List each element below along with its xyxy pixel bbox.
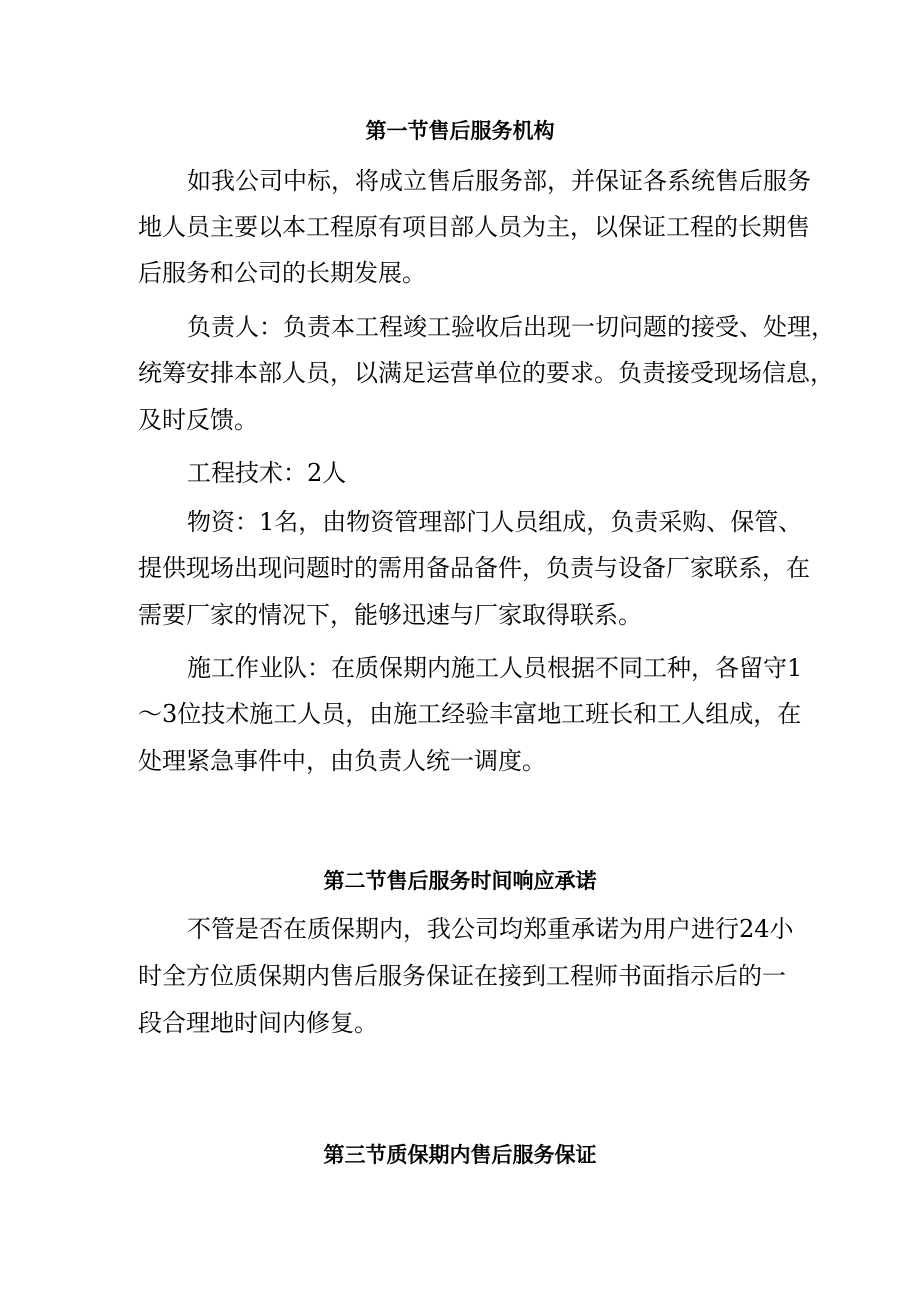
section-1-para-2-line-3: 及时反馈。 [138, 406, 258, 434]
section-1-para-3-line-1: 工程技术：2人 [187, 459, 347, 487]
section-1-para-4-line-1: 物资：1名，由物资管理部门人员组成，负责采购、保管、 [187, 508, 803, 536]
section-1-para-4-line-2: 提供现场出现问题时的需用备品备件，负责与设备厂家联系，在 [138, 554, 810, 582]
section-1-para-2-line-2: 统筹安排本部人员，以满足运营单位的要求。负责接受现场信息， [138, 359, 834, 387]
section-1-para-1-line-2: 地人员主要以本工程原有项目部人员为主，以保证工程的长期售 [138, 213, 810, 241]
section-1-para-2-line-1: 负责人：负责本工程竣工验收后出现一切问题的接受、处理， [187, 313, 835, 341]
section-2-para-1-line-2: 时全方位质保期内售后服务保证在接到工程师书面指示后的一 [138, 962, 786, 990]
section-1-title: 第一节售后服务机构 [365, 119, 555, 143]
section-1-para-1-line-3: 后服务和公司的长期发展。 [138, 259, 426, 287]
section-1-para-1-line-1: 如我公司中标，将成立售后服务部，并保证各系统售后服务 [187, 167, 811, 195]
section-1-para-5-line-3: 处理紧急事件中，由负责人统一调度。 [138, 747, 546, 775]
section-2-para-1-line-3: 段合理地时间内修复。 [138, 1009, 378, 1037]
section-1-para-5-line-1: 施工作业队：在质保期内施工人员根据不同工种，各留守1 [187, 654, 803, 682]
section-2-para-1-line-1: 不管是否在质保期内，我公司均郑重承诺为用户进行24小 [187, 915, 794, 943]
section-1-para-4-line-3: 需要厂家的情况下，能够迅速与厂家取得联系。 [138, 601, 642, 629]
section-1-para-5-line-2: ～3位技术施工人员，由施工经验丰富地工班长和工人组成，在 [138, 700, 802, 728]
section-3-title: 第三节质保期内售后服务保证 [323, 1143, 597, 1167]
section-2-title: 第二节售后服务时间响应承诺 [323, 869, 597, 893]
